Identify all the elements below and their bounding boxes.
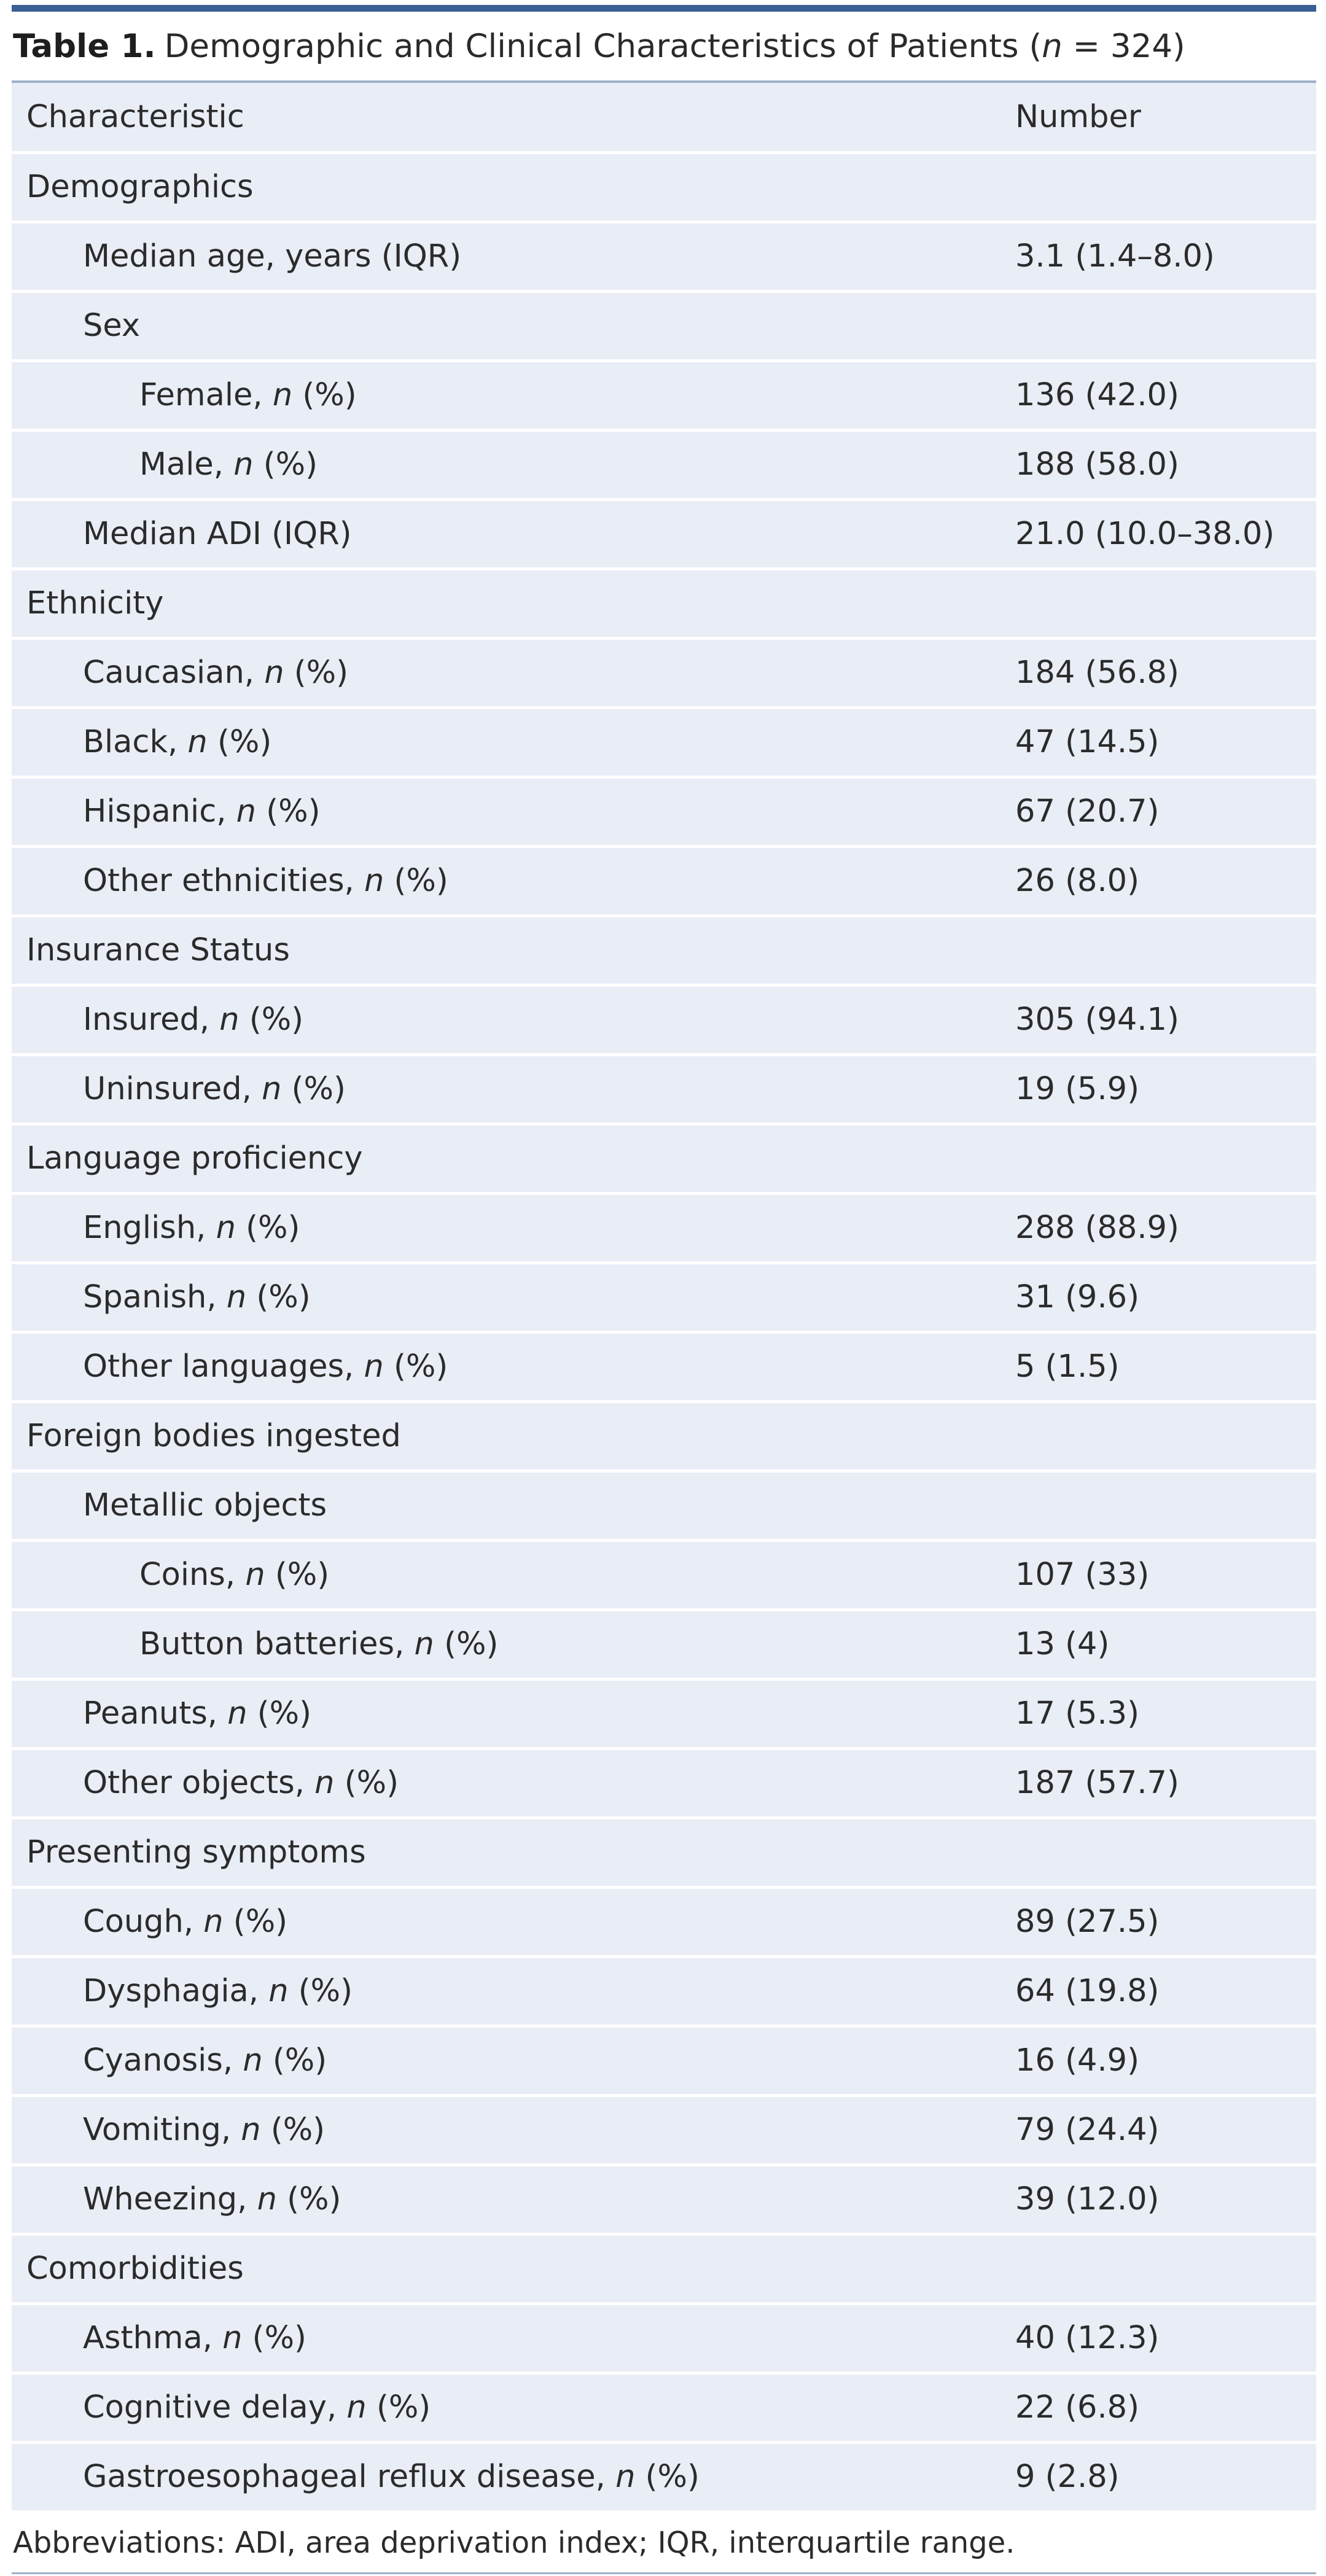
row-value: 16 (4.9)	[1015, 2026, 1316, 2095]
row-label: Comorbidities	[12, 2234, 1015, 2303]
table-row	[12, 2026, 1316, 2095]
row-value	[1015, 1401, 1316, 1471]
table-row	[12, 1818, 1316, 1887]
row-value: 17 (5.3)	[1015, 1679, 1316, 1748]
table-row	[12, 1193, 1316, 1263]
table-body	[12, 83, 1316, 2512]
row-label: Language proficiency	[12, 1124, 1015, 1193]
row-value: 79 (24.4)	[1015, 2095, 1316, 2165]
row-label: Button batteries, n (%)	[12, 1609, 1015, 1679]
row-label: Black, n (%)	[12, 707, 1015, 777]
table-row	[12, 569, 1316, 638]
table-row	[12, 2234, 1316, 2303]
row-value: 47 (14.5)	[1015, 707, 1316, 777]
row-label: Other ethnicities, n (%)	[12, 846, 1015, 916]
table-caption	[12, 12, 1316, 80]
row-value	[1015, 1818, 1316, 1887]
row-label: Asthma, n (%)	[12, 2303, 1015, 2373]
table-row	[12, 1054, 1316, 1124]
table-row	[12, 360, 1316, 430]
row-label: Hispanic, n (%)	[12, 777, 1015, 846]
row-label: Median age, years (IQR)	[12, 222, 1015, 291]
row-value: 13 (4)	[1015, 1609, 1316, 1679]
row-label: Spanish, n (%)	[12, 1263, 1015, 1332]
table-row	[12, 499, 1316, 569]
table-row	[12, 2095, 1316, 2165]
table-row	[12, 1956, 1316, 2026]
row-label: Ethnicity	[12, 569, 1015, 638]
row-label: Insurance Status	[12, 916, 1015, 985]
row-value: 9 (2.8)	[1015, 2442, 1316, 2512]
row-value: 5 (1.5)	[1015, 1332, 1316, 1401]
row-label: Gastroesophageal reflux disease, n (%)	[12, 2442, 1015, 2512]
row-value: 107 (33)	[1015, 1540, 1316, 1609]
table-row	[12, 846, 1316, 916]
table-row	[12, 2303, 1316, 2373]
row-label: English, n (%)	[12, 1193, 1015, 1263]
row-label: Other languages, n (%)	[12, 1332, 1015, 1401]
row-value: 67 (20.7)	[1015, 777, 1316, 846]
row-value: 188 (58.0)	[1015, 430, 1316, 499]
table-row	[12, 985, 1316, 1054]
table-header-row	[12, 83, 1316, 152]
table-row	[12, 916, 1316, 985]
row-label: Median ADI (IQR)	[12, 499, 1015, 569]
caption-label: Table 1.	[13, 27, 156, 65]
row-label: Caucasian, n (%)	[12, 638, 1015, 707]
header-number: Number	[1015, 83, 1316, 152]
table-row	[12, 1679, 1316, 1748]
table-row	[12, 1124, 1316, 1193]
row-label: Coins, n (%)	[12, 1540, 1015, 1609]
table-row	[12, 2373, 1316, 2442]
top-rule	[12, 5, 1316, 12]
row-label: Cyanosis, n (%)	[12, 2026, 1015, 2095]
table-figure	[12, 0, 1316, 2574]
row-value: 39 (12.0)	[1015, 2165, 1316, 2234]
row-value: 40 (12.3)	[1015, 2303, 1316, 2373]
table-row	[12, 430, 1316, 499]
row-label: Foreign bodies ingested	[12, 1401, 1015, 1471]
row-value: 21.0 (10.0–38.0)	[1015, 499, 1316, 569]
table-footnote: Abbreviations: ADI, area deprivation index; IQR, interquartile range.	[13, 2525, 1015, 2560]
row-label: Insured, n (%)	[12, 985, 1015, 1054]
table-row	[12, 1609, 1316, 1679]
table-row	[12, 1748, 1316, 1818]
table-row	[12, 638, 1316, 707]
row-value	[1015, 152, 1316, 222]
row-value	[1015, 291, 1316, 360]
row-label: Sex	[12, 291, 1015, 360]
row-label: Demographics	[12, 152, 1015, 222]
table-row	[12, 1332, 1316, 1401]
row-value: 288 (88.9)	[1015, 1193, 1316, 1263]
table-row	[12, 1401, 1316, 1471]
row-value	[1015, 569, 1316, 638]
table-row	[12, 707, 1316, 777]
row-label: Peanuts, n (%)	[12, 1679, 1015, 1748]
table-row	[12, 1540, 1316, 1609]
table-row	[12, 2442, 1316, 2512]
row-label: Presenting symptoms	[12, 1818, 1015, 1887]
characteristics-table	[12, 83, 1316, 2513]
table-row	[12, 222, 1316, 291]
row-label: Wheezing, n (%)	[12, 2165, 1015, 2234]
table-row	[12, 2165, 1316, 2234]
row-label: Vomiting, n (%)	[12, 2095, 1015, 2165]
row-value	[1015, 1471, 1316, 1540]
table-row	[12, 1471, 1316, 1540]
row-value: 64 (19.8)	[1015, 1956, 1316, 2026]
table-row	[12, 152, 1316, 222]
table-row	[12, 1887, 1316, 1956]
table-row	[12, 777, 1316, 846]
table-row	[12, 291, 1316, 360]
row-value: 305 (94.1)	[1015, 985, 1316, 1054]
row-value: 89 (27.5)	[1015, 1887, 1316, 1956]
row-value: 184 (56.8)	[1015, 638, 1316, 707]
caption-title: Demographic and Clinical Characteristics of Patients (n = 324)	[164, 27, 1185, 65]
row-value: 26 (8.0)	[1015, 846, 1316, 916]
row-label: Cough, n (%)	[12, 1887, 1015, 1956]
row-label: Cognitive delay, n (%)	[12, 2373, 1015, 2442]
row-value: 187 (57.7)	[1015, 1748, 1316, 1818]
row-label: Metallic objects	[12, 1471, 1015, 1540]
row-value	[1015, 1124, 1316, 1193]
row-label: Female, n (%)	[12, 360, 1015, 430]
table-row	[12, 1263, 1316, 1332]
row-value: 136 (42.0)	[1015, 360, 1316, 430]
row-value: 31 (9.6)	[1015, 1263, 1316, 1332]
row-value: 3.1 (1.4–8.0)	[1015, 222, 1316, 291]
row-value	[1015, 916, 1316, 985]
row-value: 22 (6.8)	[1015, 2373, 1316, 2442]
footnote-rule	[12, 2572, 1316, 2574]
row-label: Other objects, n (%)	[12, 1748, 1015, 1818]
header-characteristic: Characteristic	[12, 83, 1015, 152]
row-label: Uninsured, n (%)	[12, 1054, 1015, 1124]
row-label: Dysphagia, n (%)	[12, 1956, 1015, 2026]
row-label: Male, n (%)	[12, 430, 1015, 499]
row-value	[1015, 2234, 1316, 2303]
row-value: 19 (5.9)	[1015, 1054, 1316, 1124]
